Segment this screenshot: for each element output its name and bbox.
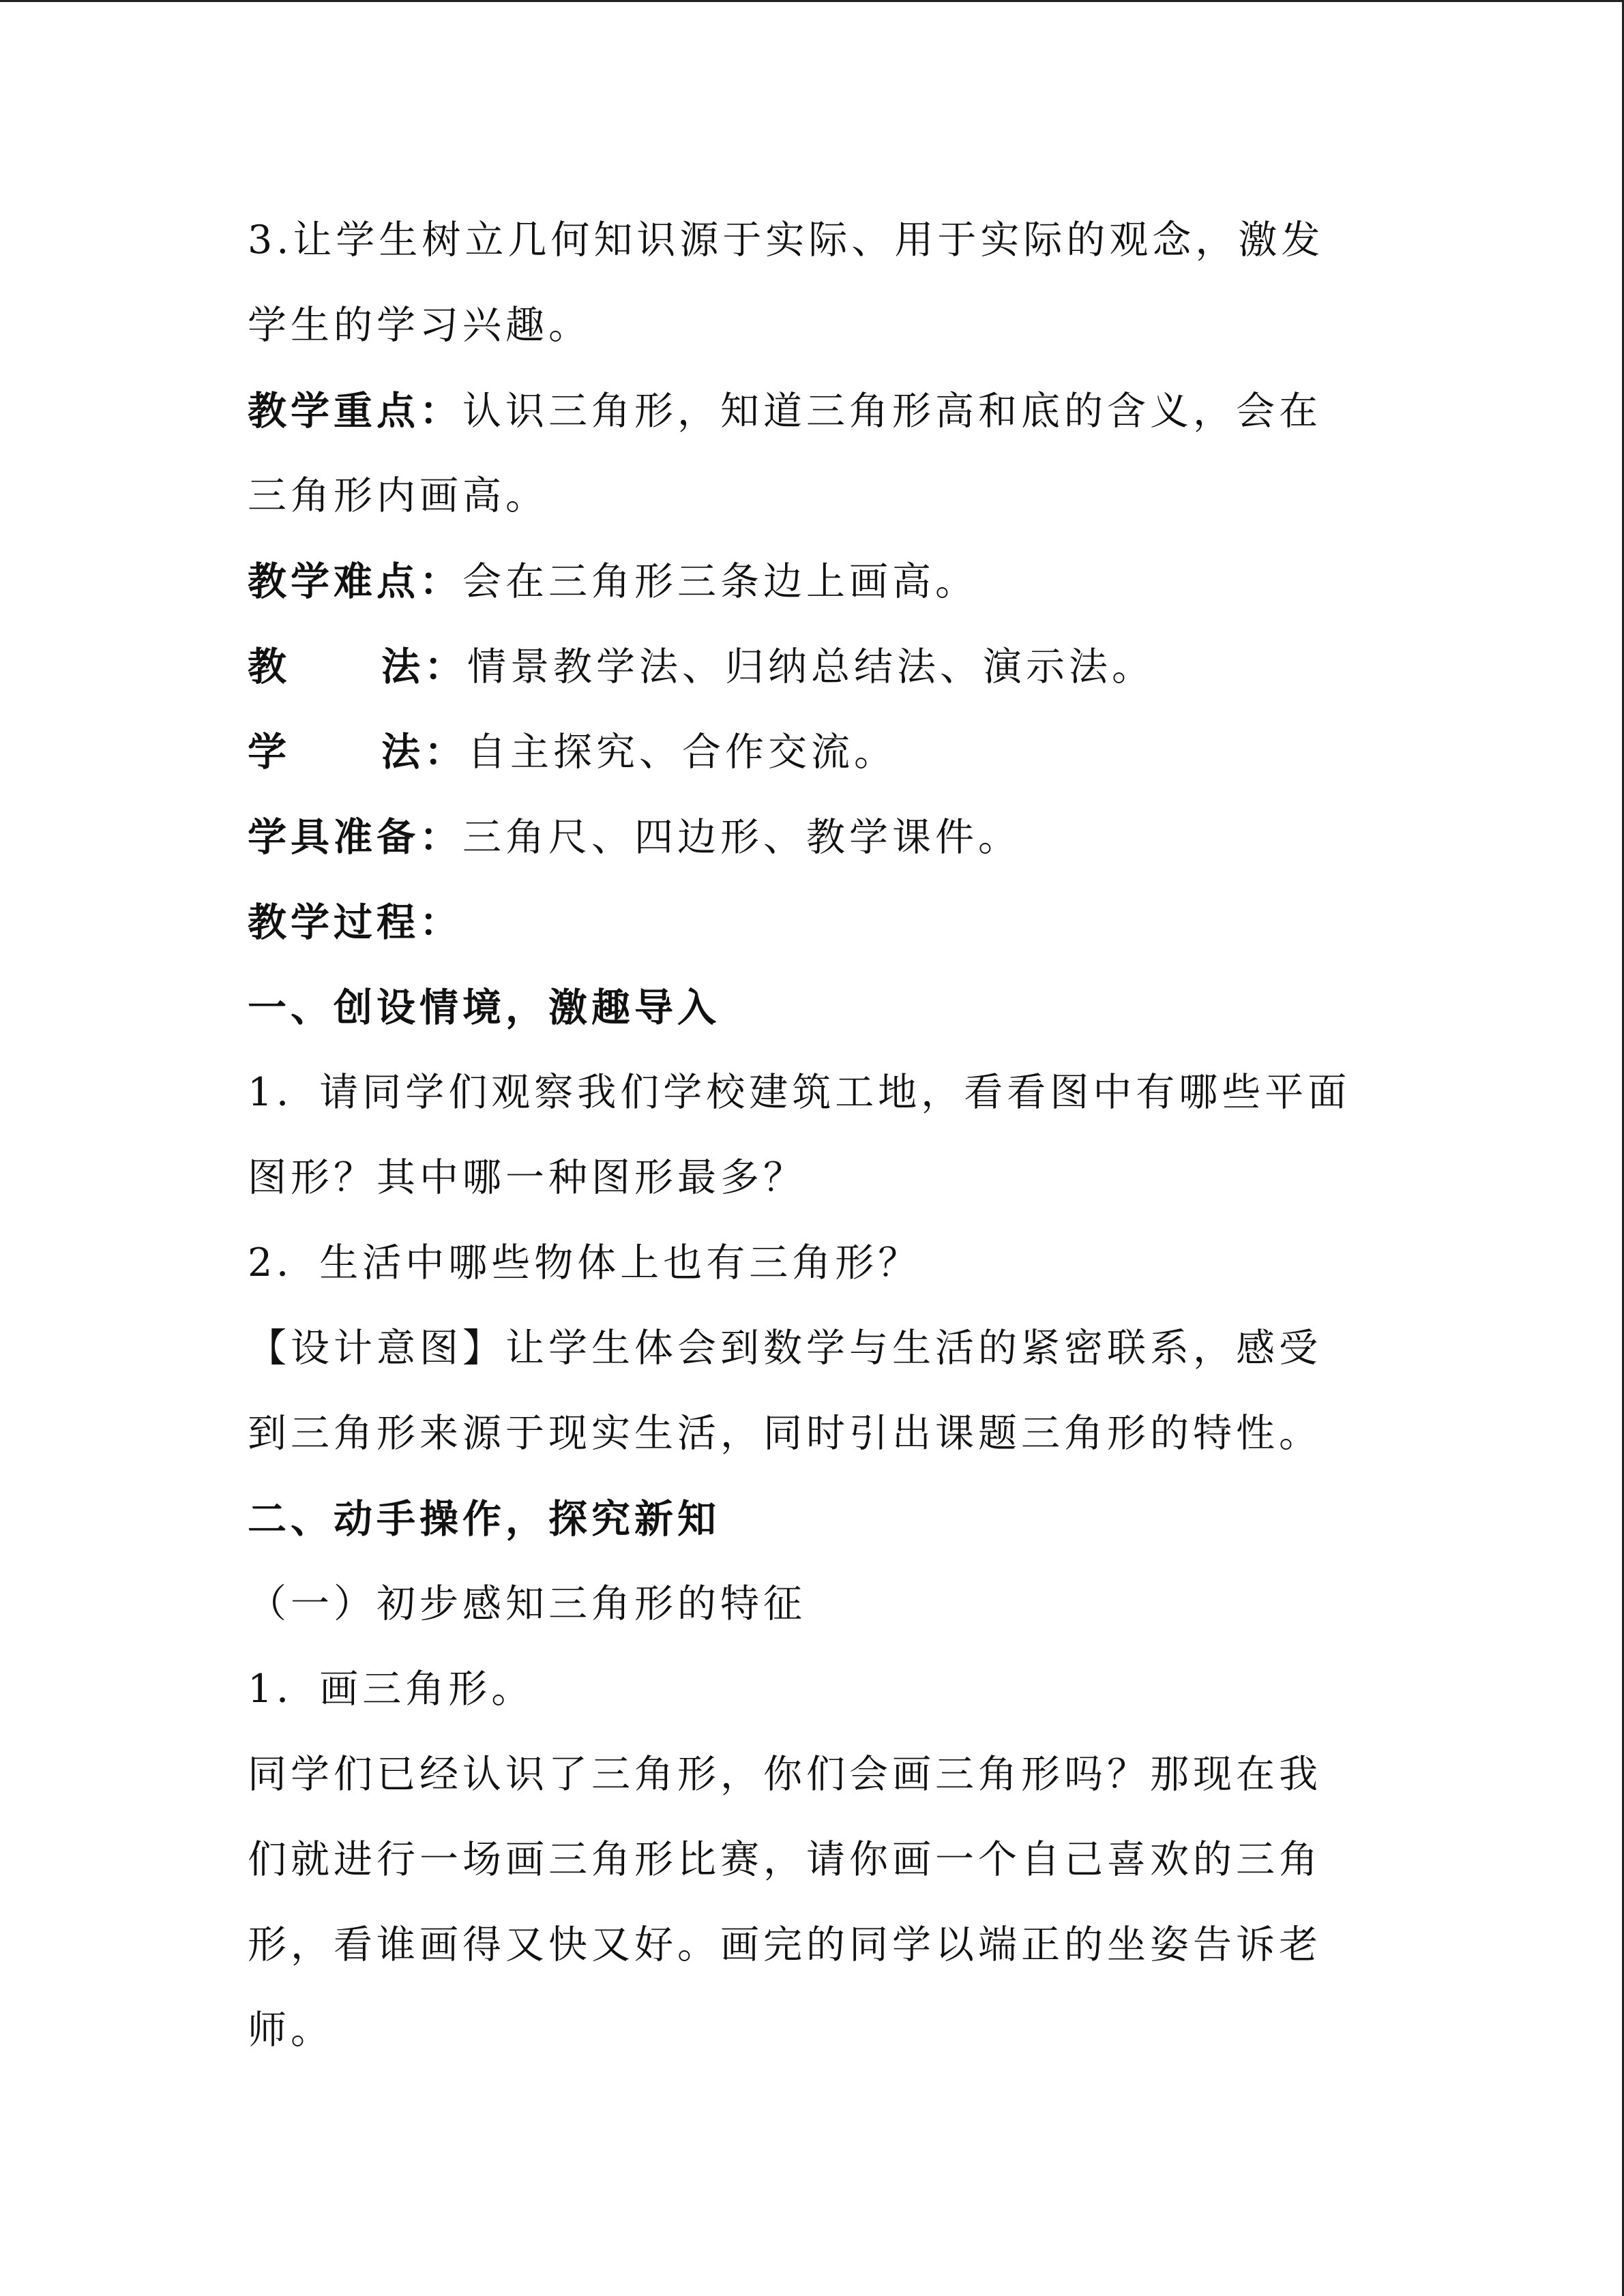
key-point-text: 认识三角形，知道三角形高和底的含义，会在 xyxy=(462,389,1322,434)
learning-method-line xyxy=(248,709,1366,794)
section-1-question-1-line-1: 1．请同学们观察我们学校建筑工地，看看图中有哪些平面 xyxy=(248,1070,1351,1115)
paragraph-line-1: 同学们已经认识了三角形，你们会画三角形吗？那现在我 xyxy=(248,1752,1322,1797)
learning-method-label-first: 学 xyxy=(248,729,291,775)
goal-3-line-2: 学生的学习兴趣。 xyxy=(248,303,591,348)
materials-label: 学具准备： xyxy=(248,814,462,860)
page-top-border xyxy=(0,0,1624,2)
learning-method-text: 自主探究、合作交流。 xyxy=(467,730,897,775)
section-1-question-2: 2．生活中哪些物体上也有三角形？ xyxy=(248,1240,921,1285)
difficulty-label: 教学难点： xyxy=(248,558,462,604)
materials-text: 三角尺、四边形、教学课件。 xyxy=(462,815,1021,860)
paragraph-line-4: 师。 xyxy=(248,2008,334,2053)
design-intent-line-2: 到三角形来源于现实生活，同时引出课题三角形的特性。 xyxy=(248,1411,1322,1456)
subsection-1-heading: （一）初步感知三角形的特征 xyxy=(248,1581,806,1626)
difficulty-line xyxy=(248,539,1366,624)
paragraph-line-3: 形，看谁画得又快又好。画完的同学以端正的坐姿告诉老 xyxy=(248,1922,1322,1967)
section-2-heading: 二、动手操作，探究新知 xyxy=(248,1496,720,1542)
key-point-label: 教学重点： xyxy=(248,388,462,434)
draw-triangle-heading: 1．画三角形。 xyxy=(248,1667,535,1712)
process-heading: 教学过程： xyxy=(248,899,462,945)
key-point-line-2: 三角形内画高。 xyxy=(248,473,548,518)
materials-line xyxy=(248,794,1366,880)
document-page xyxy=(248,198,1366,2073)
design-intent-line-1: 【设计意图】让学生体会到数学与生活的紧密联系，感受 xyxy=(248,1326,1322,1371)
section-1-heading: 一、创设情境，激趣导入 xyxy=(248,985,720,1030)
teaching-method-text: 情景教学法、归纳总结法、演示法。 xyxy=(467,644,1155,689)
goal-3-line-1: 3.让学生树立几何知识源于实际、用于实际的观念，激发 xyxy=(248,218,1325,263)
teaching-method-label-last: 法： xyxy=(381,644,467,689)
difficulty-text: 会在三角形三条边上画高。 xyxy=(462,559,978,604)
teaching-method-line xyxy=(248,624,1366,709)
key-point-line-1 xyxy=(248,368,1366,453)
section-1-question-1-line-2: 图形？其中哪一种图形最多？ xyxy=(248,1155,806,1200)
teaching-method-label-first: 教 xyxy=(248,644,291,689)
paragraph-line-2: 们就进行一场画三角形比赛，请你画一个自己喜欢的三角 xyxy=(248,1837,1322,1882)
learning-method-label-last: 法： xyxy=(381,729,467,775)
